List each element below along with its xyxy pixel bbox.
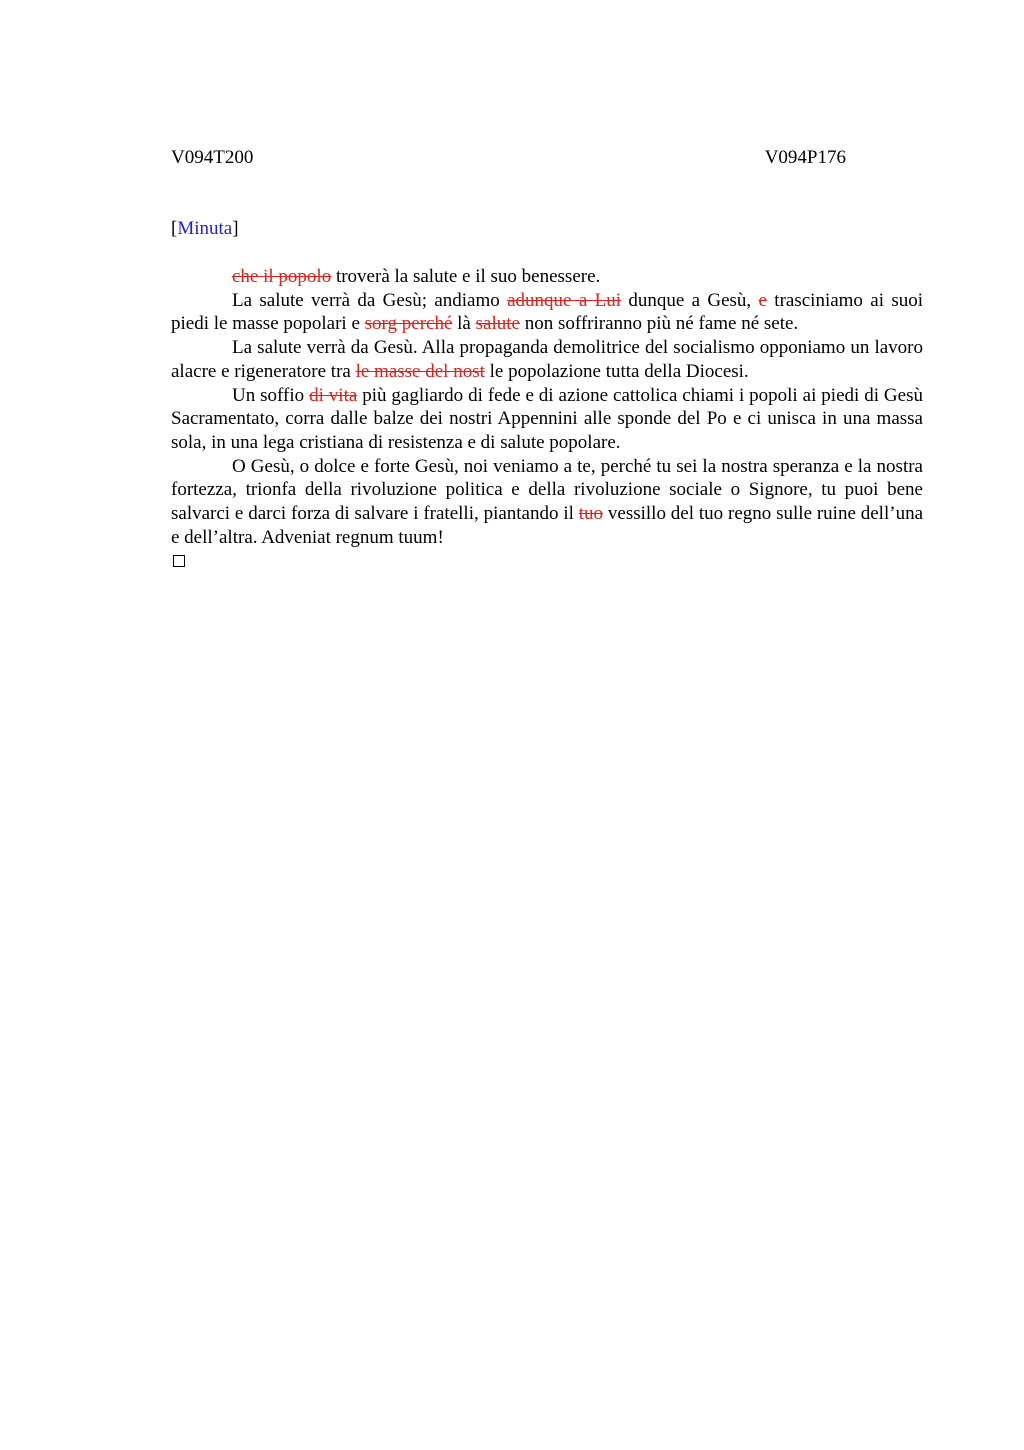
text-segment: Un soffio	[232, 384, 310, 406]
page-header	[171, 146, 846, 172]
text-segment: vessillo del tuo regno sulle ruine dell’una e dell’altra. Adveniat regnum tuum!	[171, 503, 924, 548]
paragraph	[171, 384, 923, 455]
text-segment: O Gesù, o dolce e forte Gesù, noi veniamo a te, perché tu sei la nostra speranza e la nostra fortezza, trionfa della rivoluzione politica e della rivoluzione sociale o Signore, tu puoi bene salvarci e darci forza di salvare i fratelli, piantando il	[171, 455, 923, 525]
deleted-text: di vita	[309, 384, 358, 406]
deleted-text: adunque a Lui	[507, 289, 621, 311]
paragraph	[171, 289, 923, 336]
text-segment: trasciniamo ai suoi piedi le masse popolari e	[171, 289, 923, 335]
deleted-text: e	[758, 289, 767, 311]
label-close-bracket: ]	[232, 218, 239, 239]
deleted-text: tuo	[578, 503, 604, 525]
deleted-text: sorg perché	[364, 313, 453, 335]
text-segment: troverà la salute e il suo benessere.	[331, 266, 601, 287]
document-type-label	[171, 217, 239, 241]
document-code: V094T200	[171, 147, 254, 168]
page-code: V094P176	[764, 147, 846, 168]
deleted-text: che il popolo	[232, 266, 332, 287]
text-segment: là	[452, 313, 476, 335]
text-segment: le popolazione tutta della Diocesi.	[484, 360, 749, 382]
paragraph	[171, 336, 923, 383]
empty-square-icon	[173, 555, 185, 567]
document-body	[171, 265, 923, 549]
text-segment: non soffriranno più né fame né sete.	[519, 313, 799, 335]
deleted-text: le masse del nost	[355, 360, 485, 382]
text-segment: La salute verrà da Gesù. Alla propaganda demolitrice del socialismo opponiamo un lavoro alacre e rigeneratore tra	[171, 337, 923, 382]
text-segment: La salute verrà da Gesù; andiamo	[232, 289, 508, 311]
paragraph	[171, 455, 923, 550]
deleted-text: salute	[475, 313, 520, 335]
label-text: Minuta	[177, 218, 233, 239]
text-segment: più gagliardo di fede e di azione cattolica chiami i popoli ai piedi di Gesù Sacramentato, corra dalle balze dei nostri Appennini alle sponde del Po e ci unisca in una massa sola, in una lega cristiana di resistenza e di salute popolare.	[171, 384, 923, 453]
label-open-bracket: [	[171, 218, 178, 239]
text-segment: dunque a Gesù,	[620, 289, 759, 311]
paragraph	[171, 265, 923, 289]
